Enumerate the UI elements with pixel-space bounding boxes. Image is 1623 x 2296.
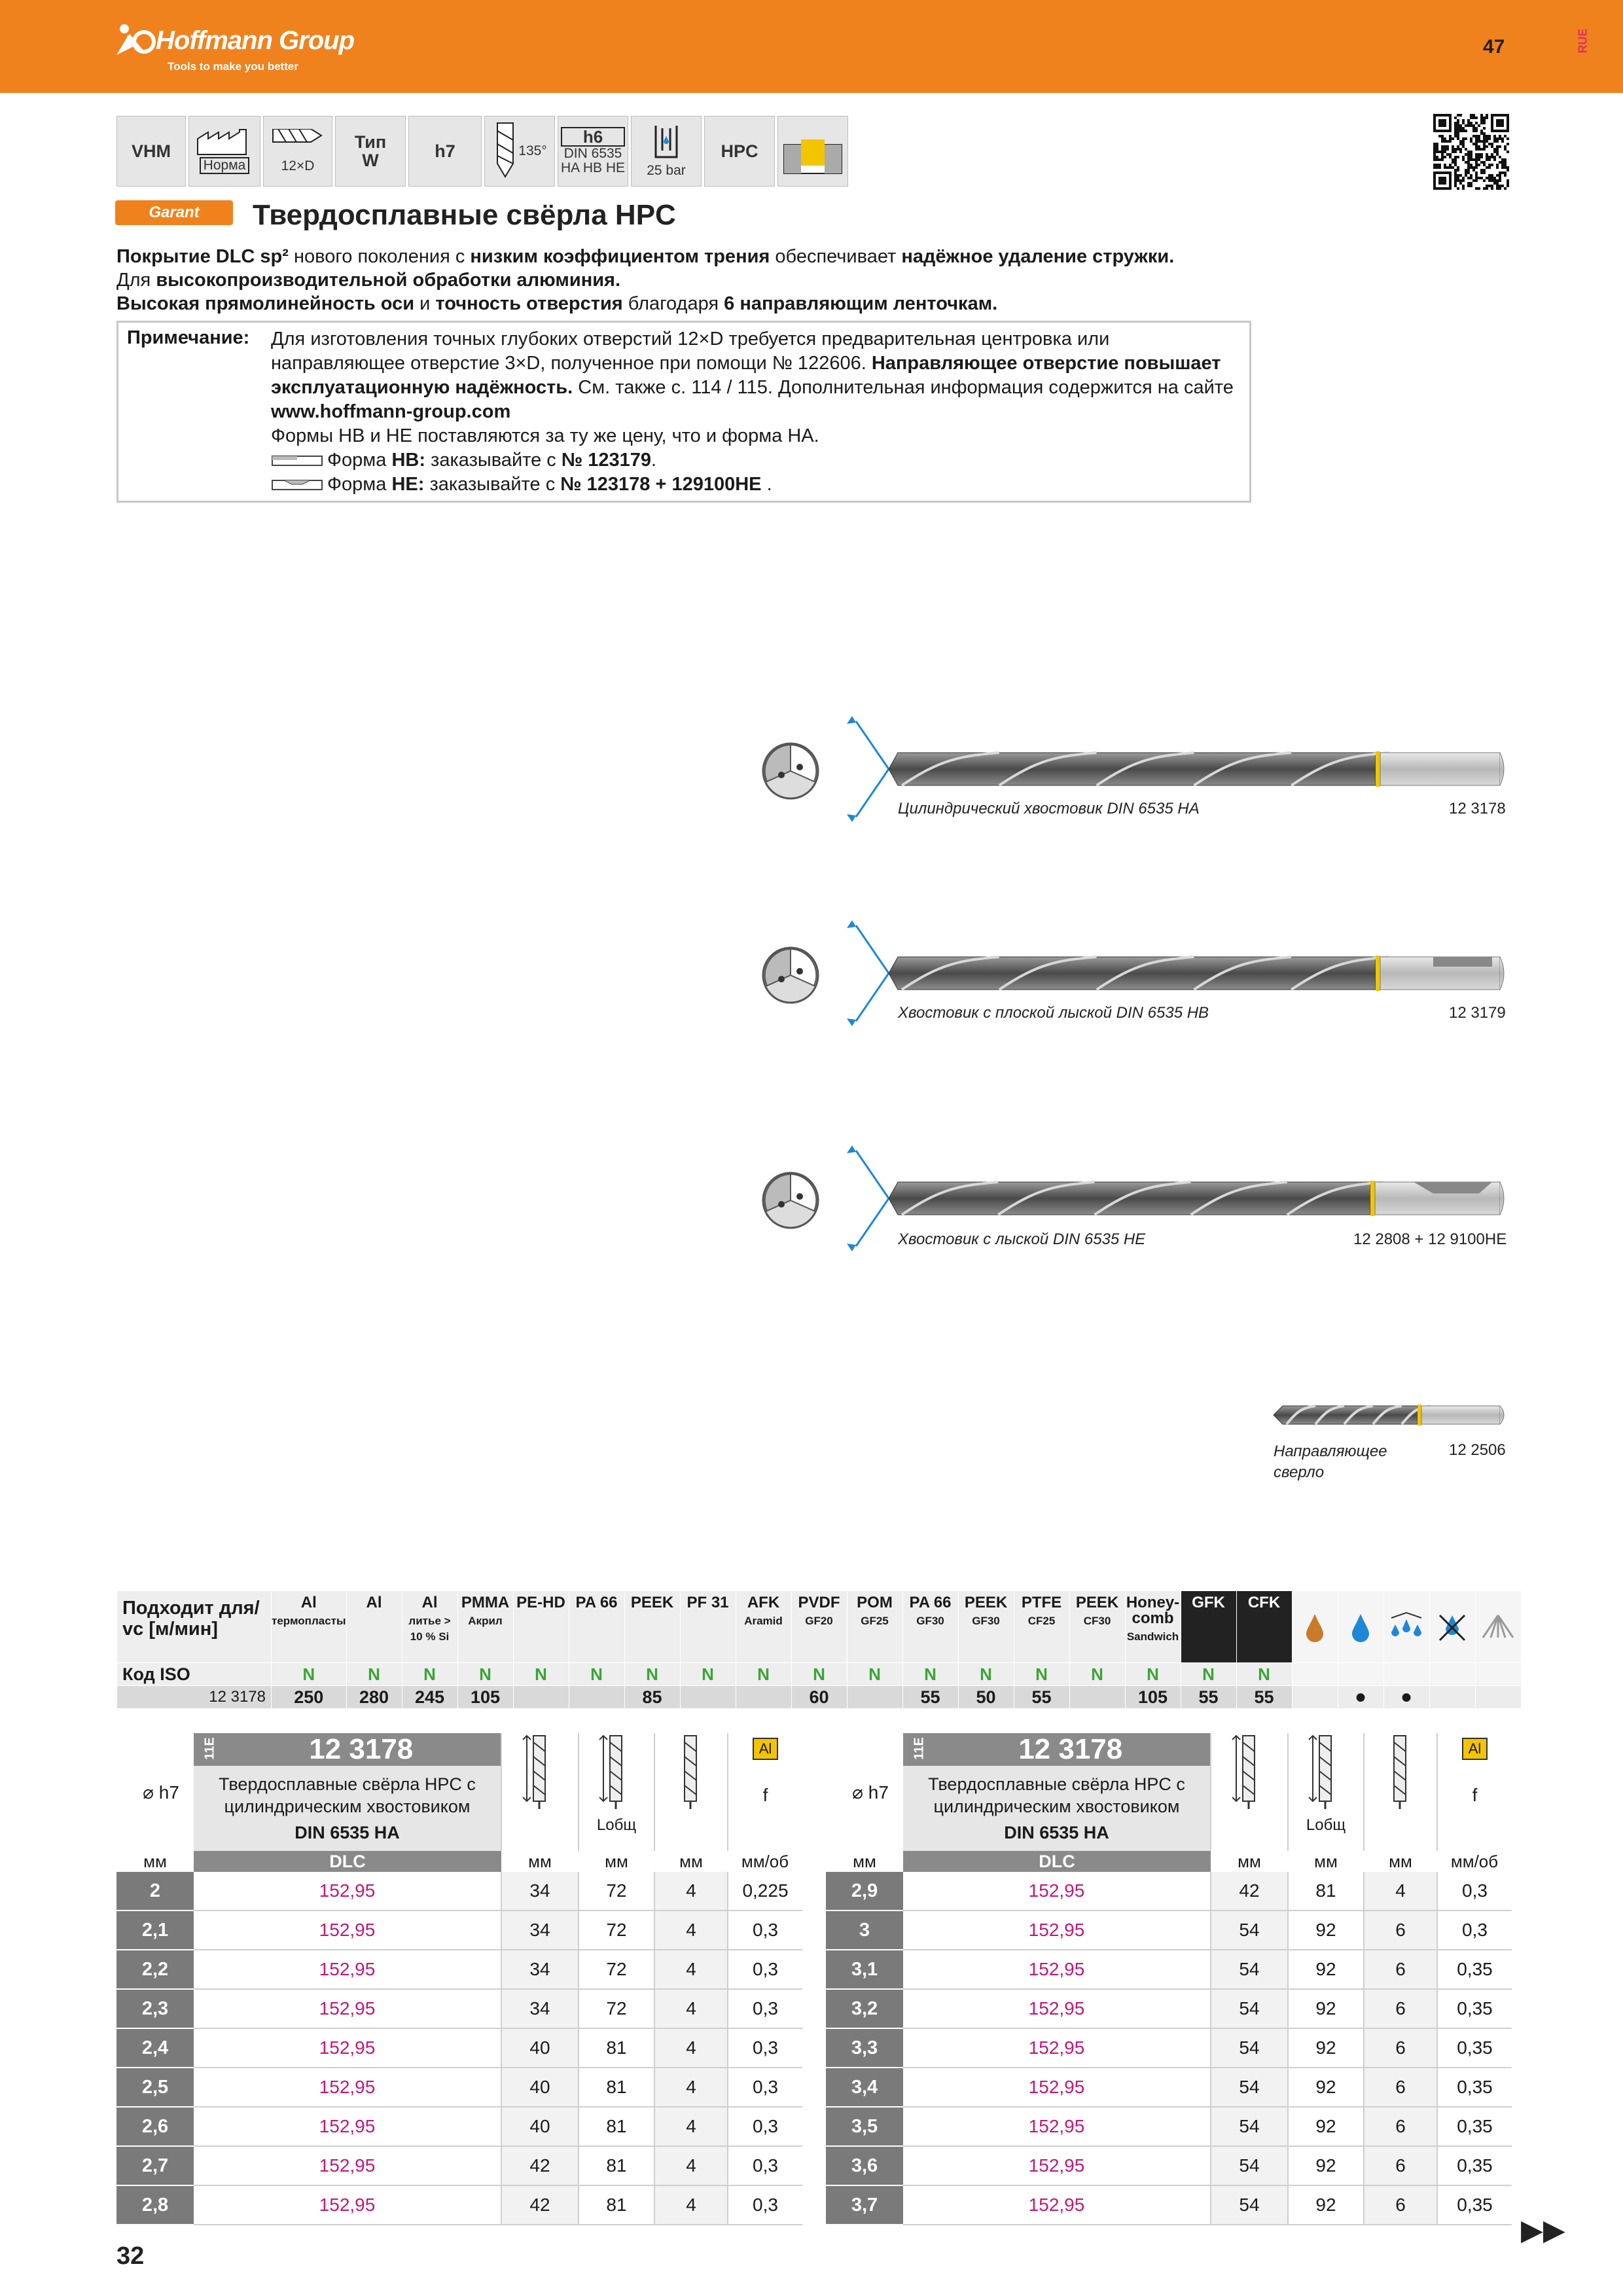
total-length-label: Lобщ (596, 1816, 637, 1834)
coolant-mark: ● (1338, 1686, 1383, 1709)
cutting-length-cell: 34 (501, 1910, 579, 1950)
cutting-speed: 50 (958, 1686, 1014, 1709)
product-description: Твердосплавные свёрла HPC с цилиндрическим хвостовиком DIN 6535 HA (903, 1766, 1211, 1851)
feed-cell: 0,35 (1437, 2146, 1512, 2185)
cutting-length-cell: 54 (1211, 2107, 1288, 2146)
feed-cell: 0,35 (1437, 2028, 1512, 2068)
cutting-speed: 245 (402, 1686, 457, 1709)
drill-article-number: 12 3179 (1449, 1004, 1506, 1022)
table-row (826, 2146, 1512, 2185)
drill-article-number: 12 2506 (1449, 1441, 1506, 1459)
cutting-speed: 105 (1125, 1686, 1181, 1709)
total-length-cell: 92 (1288, 2068, 1364, 2107)
feed-cell: 0,35 (1437, 1950, 1512, 1989)
product-table-left (116, 1733, 802, 2225)
flute-count-cell: 6 (1364, 2146, 1437, 2185)
cutting-length-cell: 42 (501, 2185, 579, 2225)
table-row (116, 1872, 802, 1910)
cutting-length-cell: 54 (1211, 1910, 1288, 1950)
cutting-length-cell: 42 (1211, 1872, 1288, 1910)
note-label: Примечание: (127, 327, 250, 348)
diameter-cell: 2,8 (116, 2185, 194, 2225)
table-row (116, 2146, 802, 2185)
feed-cell: 0,3 (728, 2028, 802, 2068)
unit-d: мм (143, 1851, 167, 1871)
flute-count-cell: 6 (1364, 1910, 1437, 1950)
cutting-length-cell: 34 (501, 1872, 579, 1910)
page-number-bottom: 32 (116, 2242, 145, 2270)
table-row (116, 1989, 802, 2028)
iso-code: N (402, 1663, 457, 1686)
logo-text: Hoffmann Group (156, 26, 355, 55)
diameter-cell: 2,1 (116, 1910, 194, 1950)
material-header: PVDF GF20 (791, 1591, 847, 1663)
unit-l1: мм (1238, 1851, 1261, 1871)
no-coolant-icon (1429, 1591, 1475, 1663)
material-header: AFK Aramid (736, 1591, 791, 1663)
feed-cell: 0,3 (728, 1989, 802, 2028)
icon-type: Тип W (335, 116, 406, 187)
price-cell[interactable]: 152,95 (903, 2068, 1211, 2107)
diameter-cell: 2,4 (116, 2028, 194, 2068)
total-length-cell: 81 (579, 2185, 654, 2225)
diameter-cell: 2,9 (826, 1872, 903, 1910)
cutting-length-cell: 54 (1211, 1950, 1288, 1989)
drill-caption: Хвостовик с лыской DIN 6535 HE (898, 1230, 1146, 1248)
water-drop-icon (1338, 1591, 1383, 1663)
cutting-speed (847, 1686, 902, 1709)
table-row (116, 1950, 802, 1989)
material-header: PE-HD (513, 1591, 569, 1663)
cutting-speed: 55 (1181, 1686, 1236, 1709)
material-header: POM GF25 (847, 1591, 902, 1663)
iso-code: N (569, 1663, 624, 1686)
diameter-cell: 3 (826, 1910, 903, 1950)
cutting-speed: 85 (624, 1686, 680, 1709)
product-description: Твердосплавные свёрла HPC с цилиндрическим хвостовиком DIN 6535 HA (194, 1766, 501, 1851)
diameter-cell: 2 (116, 1872, 194, 1910)
price-cell[interactable]: 152,95 (903, 2146, 1211, 2185)
next-page-arrows[interactable]: ▶▶ (1521, 2214, 1565, 2246)
flute-count-icon (671, 1733, 711, 1812)
hoffmann-logo-icon (115, 22, 157, 56)
total-length-cell: 92 (1288, 2028, 1364, 2068)
intro-line-1: Покрытие DLC sp² нового поколения с низким коэффициентом трения обеспечивает надёжное удаление стружки. (116, 246, 1175, 267)
table-row (826, 1872, 1512, 1910)
diameter-cell: 2,2 (116, 1950, 194, 1989)
coating-label: DLC (903, 1851, 1211, 1872)
total-length-cell: 72 (579, 1872, 654, 1910)
product-table-right (826, 1733, 1512, 2225)
flute-count-cell: 4 (654, 1910, 728, 1950)
material-header: PA 66 (569, 1591, 624, 1663)
cutting-length-cell: 40 (501, 2028, 579, 2068)
iso-code: N (1014, 1663, 1069, 1686)
feed-cell: 0,3 (728, 1910, 802, 1950)
table-row (826, 2028, 1512, 2068)
unit-l2: мм (605, 1851, 628, 1871)
diameter-cell: 3,4 (826, 2068, 903, 2107)
diameter-cell: 2,3 (116, 1989, 194, 2028)
material-header: PEEK CF30 (1069, 1591, 1125, 1663)
price-cell[interactable]: 152,95 (194, 1989, 501, 2028)
unit-l1: мм (528, 1851, 552, 1871)
iso-code: N (457, 1663, 513, 1686)
drill-caption: Направляющее сверло (1274, 1443, 1387, 1481)
price-cell[interactable]: 152,95 (903, 2107, 1211, 2146)
coolant-mark (1475, 1686, 1521, 1709)
iso-code: N (902, 1663, 958, 1686)
flute-count-icon (1381, 1733, 1420, 1812)
icon-hole (777, 116, 848, 187)
price-cell[interactable]: 152,95 (903, 1910, 1211, 1950)
coolant-icon (652, 124, 681, 164)
unit-f: мм/об (741, 1851, 789, 1871)
mist-icon (1383, 1591, 1429, 1663)
table-row (826, 2068, 1512, 2107)
table-row (826, 1989, 1512, 2028)
total-length-cell: 81 (579, 2028, 654, 2068)
iso-code: N (272, 1663, 347, 1686)
table-row (826, 1910, 1512, 1950)
price-cell[interactable]: 152,95 (194, 2028, 501, 2068)
iso-code: N (736, 1663, 791, 1686)
diameter-cell: 3,7 (826, 2185, 903, 2225)
feed-cell: 0,225 (728, 1872, 802, 1910)
cutting-length-cell: 54 (1211, 2146, 1288, 2185)
icon-tolerance: h7 (408, 116, 482, 187)
logo-tagline: Tools to make you better (168, 60, 298, 73)
total-length-icon (1306, 1733, 1346, 1812)
total-length-label: Lобщ (1306, 1816, 1346, 1834)
intro-line-3: Высокая прямолинейность оси и точность отверстия благодаря 6 направляющим ленточкам. (116, 293, 998, 314)
al-badge: Al (1462, 1738, 1488, 1760)
drill-depth-icon (270, 129, 325, 159)
cutting-speed (569, 1686, 624, 1709)
flute-count-cell: 4 (654, 2068, 728, 2107)
table-row (116, 2068, 802, 2107)
icon-coolant: 25 bar (631, 116, 702, 187)
price-cell[interactable]: 152,95 (194, 1910, 501, 1950)
note-line: Для изготовления точных глубоких отверстий 12×D требуется предварительная центровка или (271, 329, 1110, 350)
total-length-cell: 72 (579, 1910, 654, 1950)
diameter-cell: 2,6 (116, 2107, 194, 2146)
price-cell[interactable]: 152,95 (194, 2068, 501, 2107)
intro-line-2: Для высокопроизводительной обработки алюминия. (116, 270, 621, 291)
flute-count-cell: 6 (1364, 2028, 1437, 2068)
cutting-length-cell: 54 (1211, 2028, 1288, 2068)
price-cell[interactable]: 152,95 (194, 1872, 501, 1910)
note-form-hb: Форма HB: заказывайте с № 123179. (271, 448, 656, 472)
feed-cell: 0,3 (1437, 1872, 1512, 1910)
cutting-speed (1069, 1686, 1125, 1709)
price-cell[interactable]: 152,95 (903, 1872, 1211, 1910)
icon-hpc: HPC (704, 116, 775, 187)
feed-cell: 0,3 (728, 2107, 802, 2146)
cutting-speed: 60 (791, 1686, 847, 1709)
material-header: CFK (1236, 1591, 1292, 1663)
feed-cell: 0,3 (728, 2185, 802, 2225)
cutting-length-icon (1230, 1733, 1269, 1812)
total-length-cell: 92 (1288, 2107, 1364, 2146)
material-header: Al (346, 1591, 402, 1663)
garant-badge: Garant (115, 200, 233, 225)
unit-l2: мм (1314, 1851, 1338, 1871)
iso-code: N (958, 1663, 1014, 1686)
cutting-speed (680, 1686, 736, 1709)
material-header: PEEK (624, 1591, 680, 1663)
diameter-cell: 3,2 (826, 1989, 903, 2028)
cutting-length-cell: 34 (501, 1950, 579, 1989)
article-code: 11E 12 3178 (903, 1733, 1211, 1766)
cutting-length-cell: 40 (501, 2068, 579, 2107)
cutting-length-cell: 40 (501, 2107, 579, 2146)
total-length-cell: 81 (1288, 1872, 1364, 1910)
diameter-header: ⌀ h7 (852, 1782, 889, 1803)
unit-z: мм (1389, 1851, 1412, 1871)
shank-hb-icon (271, 454, 323, 468)
drill-caption: Цилиндрический хвостовик DIN 6535 HA (898, 800, 1200, 817)
iso-code: N (791, 1663, 847, 1686)
cross-section-icon (763, 744, 818, 798)
article-row-label: 12 3178 (117, 1686, 272, 1709)
total-length-cell: 72 (579, 1989, 654, 2028)
icon-angle: 135° (484, 116, 555, 187)
unit-f: мм/об (1450, 1851, 1499, 1871)
flute-count-cell: 6 (1364, 2068, 1437, 2107)
flute-count-cell: 4 (654, 1989, 728, 2028)
flute-count-cell: 6 (1364, 2185, 1437, 2225)
point-angle-icon (492, 122, 518, 181)
al-badge: Al (753, 1738, 779, 1760)
cutting-speed: 55 (1014, 1686, 1069, 1709)
coolant-mark (1292, 1686, 1338, 1709)
oil-drop-icon (1292, 1591, 1338, 1663)
total-length-icon (597, 1733, 636, 1812)
iso-code: N (513, 1663, 569, 1686)
total-length-cell: 92 (1288, 1989, 1364, 2028)
cross-section-icon (763, 948, 818, 1003)
suitability-label: Подходит для/ vc [м/мин] (117, 1591, 272, 1663)
diameter-cell: 3,1 (826, 1950, 903, 1989)
material-header: Al литье > 10 % Si (402, 1591, 457, 1663)
feed-cell: 0,3 (728, 2146, 802, 2185)
note-line: эксплуатационную надёжность. См. также с. 114 / 115. Дополнительная информация содержится на сайте (271, 377, 1234, 398)
table-row (826, 2107, 1512, 2146)
total-length-cell: 81 (579, 2146, 654, 2185)
feed-cell: 0,35 (1437, 2107, 1512, 2146)
table-row (116, 2107, 802, 2146)
cutting-length-cell: 54 (1211, 2185, 1288, 2225)
iso-code: N (1236, 1663, 1292, 1686)
material-header: PA 66 GF30 (902, 1591, 958, 1663)
iso-code: N (1181, 1663, 1236, 1686)
iso-code: N (346, 1663, 402, 1686)
diameter-cell: 3,6 (826, 2146, 903, 2185)
table-row (116, 2028, 802, 2068)
language-code: RUE (1576, 28, 1590, 54)
total-length-cell: 92 (1288, 1950, 1364, 1989)
cutting-speed (736, 1686, 791, 1709)
flute-count-cell: 6 (1364, 1950, 1437, 1989)
total-length-cell: 81 (579, 2068, 654, 2107)
feed-cell: 0,3 (728, 1950, 802, 1989)
qr-code-icon[interactable] (1433, 114, 1509, 190)
icon-vhm: VHM (116, 116, 186, 187)
price-cell[interactable]: 152,95 (194, 2146, 501, 2185)
iso-code-label: Код ISO (117, 1663, 272, 1686)
dry-icon (1475, 1591, 1521, 1663)
flute-count-cell: 6 (1364, 2107, 1437, 2146)
flute-count-cell: 4 (654, 2028, 728, 2068)
iso-code: N (680, 1663, 736, 1686)
material-suitability-table (116, 1590, 1522, 1709)
feed-cell: 0,3 (1437, 1910, 1512, 1950)
diameter-cell: 2,7 (116, 2146, 194, 2185)
price-cell[interactable]: 152,95 (194, 1950, 501, 1989)
cutting-speed: 250 (272, 1686, 347, 1709)
flute-count-cell: 4 (654, 2185, 728, 2225)
total-length-cell: 81 (579, 2107, 654, 2146)
factory-icon (195, 128, 254, 156)
table-row (826, 1950, 1512, 1989)
price-cell[interactable]: 152,95 (194, 2185, 501, 2225)
total-length-cell: 92 (1288, 1910, 1364, 1950)
coating-label: DLC (194, 1851, 501, 1872)
drill-caption: Хвостовик с плоской лыской DIN 6535 HB (898, 1004, 1209, 1022)
price-cell[interactable]: 152,95 (194, 2107, 501, 2146)
iso-code: N (624, 1663, 680, 1686)
flute-count-cell: 6 (1364, 1989, 1437, 2028)
iso-code: N (847, 1663, 902, 1686)
diameter-cell: 3,5 (826, 2107, 903, 2146)
cutting-length-cell: 42 (501, 2146, 579, 2185)
icon-ratio: 12×D (263, 116, 332, 187)
cutting-speed: 105 (457, 1686, 513, 1709)
total-length-cell: 92 (1288, 2146, 1364, 2185)
unit-d: мм (853, 1851, 876, 1871)
cutting-speed: 55 (902, 1686, 958, 1709)
unit-z: мм (679, 1851, 703, 1871)
coolant-mark: ● (1383, 1686, 1429, 1709)
cutting-length-cell: 34 (501, 1989, 579, 2028)
flute-count-cell: 4 (654, 2107, 728, 2146)
price-cell[interactable]: 152,95 (903, 1989, 1211, 2028)
total-length-cell: 72 (579, 1950, 654, 1989)
material-header: GFK (1181, 1591, 1236, 1663)
coolant-mark (1429, 1686, 1475, 1709)
diameter-cell: 3,3 (826, 2028, 903, 2068)
flute-count-cell: 4 (654, 1872, 728, 1910)
cutting-length-cell: 54 (1211, 1989, 1288, 2028)
price-cell[interactable]: 152,95 (903, 2028, 1211, 2068)
table-row (826, 2185, 1512, 2225)
page-number-top: 47 (1483, 36, 1505, 58)
cutting-length-icon (520, 1733, 560, 1812)
cutting-speed: 55 (1236, 1686, 1292, 1709)
note-line: Формы HB и HE поставляются за ту же цену, что и форма HA. (271, 425, 819, 446)
page-title: Твердосплавные свёрла HPC (253, 199, 676, 231)
diameter-cell: 2,5 (116, 2068, 194, 2107)
flute-count-cell: 4 (654, 2146, 728, 2185)
material-header: PF 31 (680, 1591, 736, 1663)
cutting-speed (513, 1686, 569, 1709)
shank-he-icon (271, 478, 323, 492)
material-header: Honey-comb Sandwich (1125, 1591, 1181, 1663)
note-link[interactable]: www.hoffmann-group.com (271, 401, 511, 422)
table-row (116, 2185, 802, 2225)
cutting-length-cell: 54 (1211, 2068, 1288, 2107)
material-header: PEEK GF30 (958, 1591, 1014, 1663)
total-length-cell: 92 (1288, 2185, 1364, 2225)
diameter-header: ⌀ h7 (143, 1782, 179, 1803)
feed-label: f (1472, 1785, 1478, 1805)
material-header: PTFE CF25 (1014, 1591, 1069, 1663)
price-cell[interactable]: 152,95 (903, 1950, 1211, 1989)
flute-count-cell: 4 (654, 1950, 728, 1989)
iso-code: N (1069, 1663, 1125, 1686)
feed-label: f (762, 1785, 768, 1805)
material-header: PMMA Акрил (457, 1591, 513, 1663)
feed-cell: 0,35 (1437, 2068, 1512, 2107)
iso-code: N (1125, 1663, 1181, 1686)
note-line: направляющее отверстие 3×D, полученное при помощи № 122606. Направляющее отверстие повышает (271, 353, 1221, 374)
hole-type-icon (781, 125, 844, 177)
feed-cell: 0,3 (728, 2068, 802, 2107)
cross-section-icon (763, 1173, 818, 1228)
cutting-speed: 280 (346, 1686, 402, 1709)
feed-cell: 0,35 (1437, 1989, 1512, 2028)
drill-article-number: 12 3178 (1449, 800, 1506, 817)
flute-count-cell: 4 (1364, 1872, 1437, 1910)
material-header: Al термопласты (272, 1591, 347, 1663)
drill-article-number: 12 2808 + 12 9100HE (1353, 1230, 1507, 1248)
table-row (116, 1910, 802, 1950)
note-form-he: Форма HE: заказывайте с № 123178 + 129100HE . (271, 473, 772, 496)
icon-norma: Норма (188, 116, 260, 187)
feed-cell: 0,35 (1437, 2185, 1512, 2225)
article-code: 11E 12 3178 (194, 1733, 501, 1766)
icon-shank: h6 DIN 6535 HA HB HE (558, 116, 628, 187)
price-cell[interactable]: 152,95 (903, 2185, 1211, 2225)
